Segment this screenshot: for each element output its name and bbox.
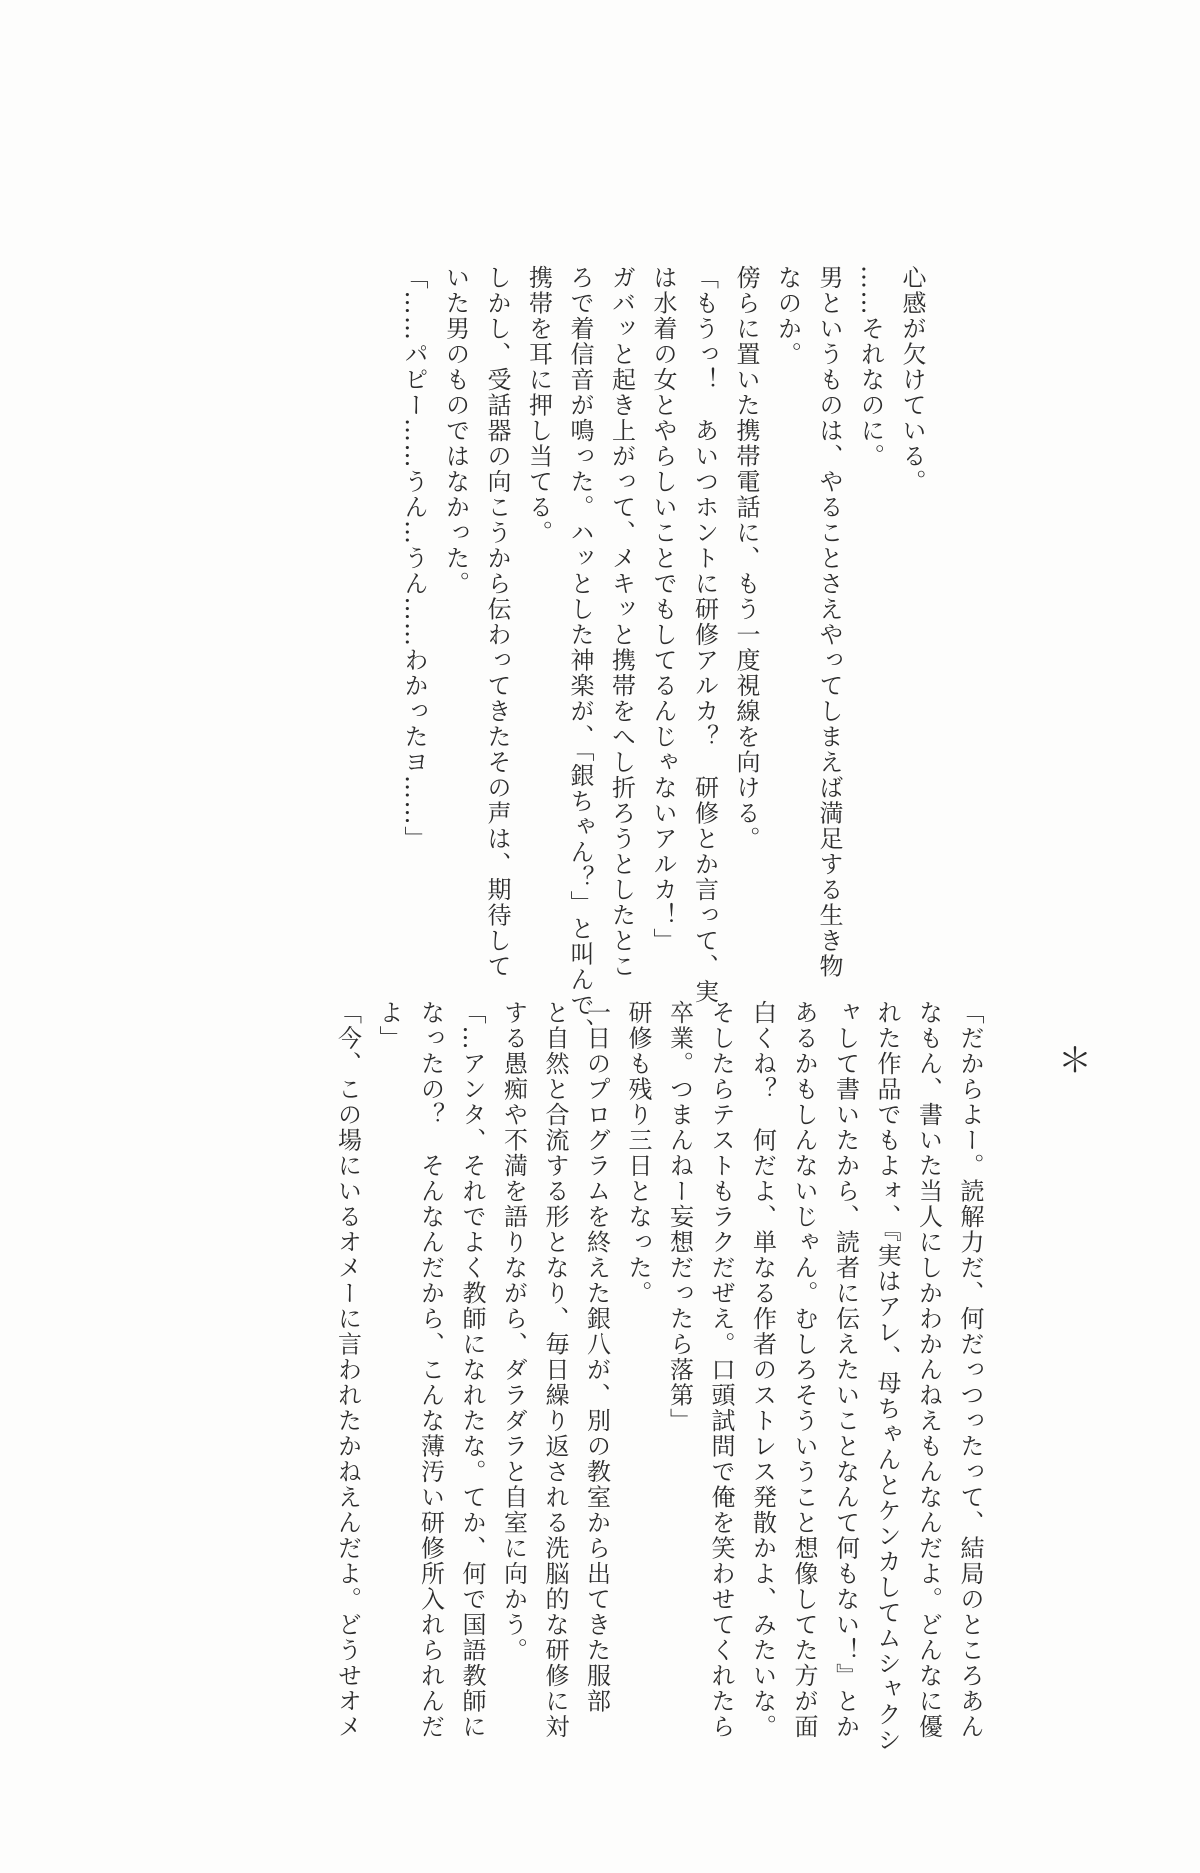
text-line: 男というものは、やることさえやってしまえば満足する生き物 xyxy=(815,265,843,979)
text-line: 「今、この場にいるオメーに言われたかねえんだよ。どうせオメ xyxy=(333,1000,362,1740)
text-line: 研修も残り三日となった。 xyxy=(624,1000,652,1306)
bottom-text-section xyxy=(326,1000,990,1753)
text-line: ……それなのに。 xyxy=(856,265,885,469)
text-line: は水着の女とやらしいことでもしてるんじゃないアルカ！」 xyxy=(649,265,677,954)
text-line: れた作品でもよォ、『実はアレ、母ちゃんとケンカしてムシャクシ xyxy=(873,1000,901,1753)
text-line: 一日のプログラムを終えた銀八が、別の教室から出てきた服部 xyxy=(582,1000,611,1714)
text-line: する愚痴や不満を語りながら、ダラダラと自室に向かう。 xyxy=(499,1000,528,1663)
text-line: ろで着信音が鳴った。ハッとした神楽が、「銀ちゃん？」と叫んで、 xyxy=(566,265,594,1044)
text-line: そしたらテストもラクだぜえ。口頭試問で俺を笑わせてくれたら xyxy=(707,1000,735,1740)
text-line: 「だからよー。読解力だ、何だっつったって、結局のところあん xyxy=(956,1000,984,1740)
text-line: よ」 xyxy=(375,1000,403,1051)
text-line: 傍らに置いた携帯電話に、もう一度視線を向ける。 xyxy=(732,265,760,852)
text-line: 「……パピー……うん…うん……わかったヨ……」 xyxy=(400,265,428,852)
text-line: しかし、受話器の向こうから伝わってきたその声は、期待して xyxy=(483,265,511,979)
top-text-section xyxy=(393,265,933,1044)
section-divider-asterisk: ＊ xyxy=(1058,1041,1092,1081)
text-line: と自然と合流する形となり、毎日繰り返される洗脳的な研修に対 xyxy=(541,1000,569,1740)
text-line: なもん、書いた当人にしかわかんねえもんなんだよ。どんなに優 xyxy=(914,1000,943,1740)
text-line: ャして書いたから、読者に伝えたいことなんて何もない！』とか xyxy=(831,1000,860,1740)
text-line: 「もうっ！ あいつホントに研修アルカ？ 研修とか言って、実 xyxy=(690,265,719,1005)
text-line: なったの？ そんなんだから、こんな薄汚い研修所入れられんだ xyxy=(416,1000,445,1740)
text-line: 白くね？ 何だよ、単なる作者のストレス発散かよ、みたいな。 xyxy=(748,1000,777,1740)
text-line: ガバッと起き上がって、メキッと携帯をへし折ろうとしたとこ xyxy=(607,265,636,979)
text-line: あるかもしんないじゃん。むしろそういうこと想像してた方が面 xyxy=(790,1000,818,1740)
text-line: いた男のものではなかった。 xyxy=(441,265,470,597)
text-line: 携帯を耳に押し当てる。 xyxy=(524,265,553,546)
text-line: なのか。 xyxy=(773,265,802,367)
text-line: 心感が欠けている。 xyxy=(898,265,926,495)
text-line: 「…アンタ、それでよく教師になれたな。てか、何で国語教師に xyxy=(458,1000,486,1740)
text-line: 卒業。つまんねー妄想だったら落第」 xyxy=(665,1000,694,1434)
